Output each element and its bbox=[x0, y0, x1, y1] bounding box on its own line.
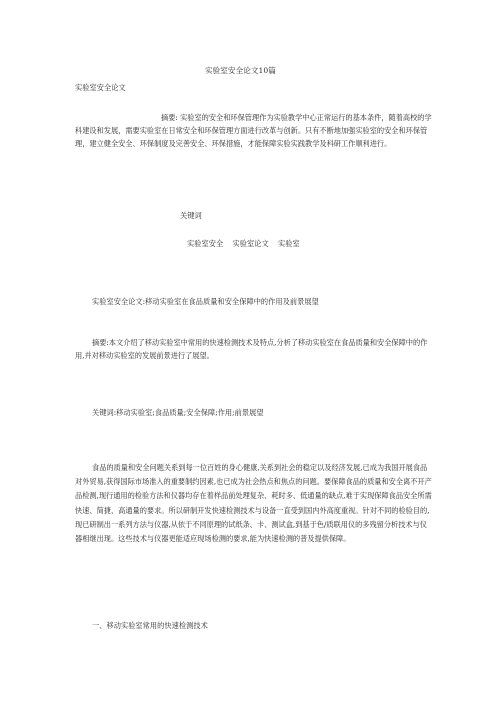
section-heading: 一、移动实验室常用的快速检测技术 bbox=[92, 621, 208, 630]
document-title: 实验室安全论文10篇 bbox=[205, 66, 276, 75]
keywords-line: 实验室安全 实验室论文 实验室 bbox=[187, 239, 300, 248]
section-label: 实验室安全论文 bbox=[75, 83, 126, 92]
keywords-label: 关键词 bbox=[180, 211, 202, 220]
article-keywords: 关键词:移动实验室;食品质量;安全保障;作用;前景展望 bbox=[92, 408, 264, 417]
article-title: 实验室安全论文:移动实验室在食品质量和安全保障中的作用及前景展望 bbox=[92, 297, 319, 306]
abstract-paragraph: 摘要: 实验室的安全和环保管理作为实验教学中心正常运行的基本条件，随着高校的学科建设和发展，需要实验室在日常安全和环保管理方面进行改革与创新。只有不断地加强实验室的安全和环保管理，建立健全安全、环保制度及完善安全、环保措施，才能保障实验实践教学及科研工作顺利进行。 bbox=[75, 113, 432, 149]
body-paragraph: 食品的质量和安全问题关系到每一位百姓的身心健康,关系到社会的稳定以及经济发展,已成为我国开展食品对外贸易,获得国际市场准入的重要制约因素,也已成为社会热点和焦点的问题。要保障食品的质量和安全离不开产品检测,现行通用的检验方法和仪器均存在着样品前处理复杂、耗时多、低通量的缺点,难于实现保障食品安全所需快速、简捷、高通量的要求。所以研制开发快速检测技术与设备一直受到国内外高度重视。针对不同的检验目的,现已研制出一系列方法与仪器,从依于不同原理的试纸条、卡、测试盒,到基于色/质联用仪的多残留分析技术与仪器相继出现。这些技术与仪器更能适应现场检测的要求,能为快速检测的普及提供保障。 bbox=[75, 463, 432, 544]
article-abstract: 摘要:本文介绍了移动实验室中常用的快速检测技术及特点,分析了移动实验室在食品质量和安全保障中的作用,并对移动实验室的发展前景进行了展望。 bbox=[75, 338, 428, 361]
